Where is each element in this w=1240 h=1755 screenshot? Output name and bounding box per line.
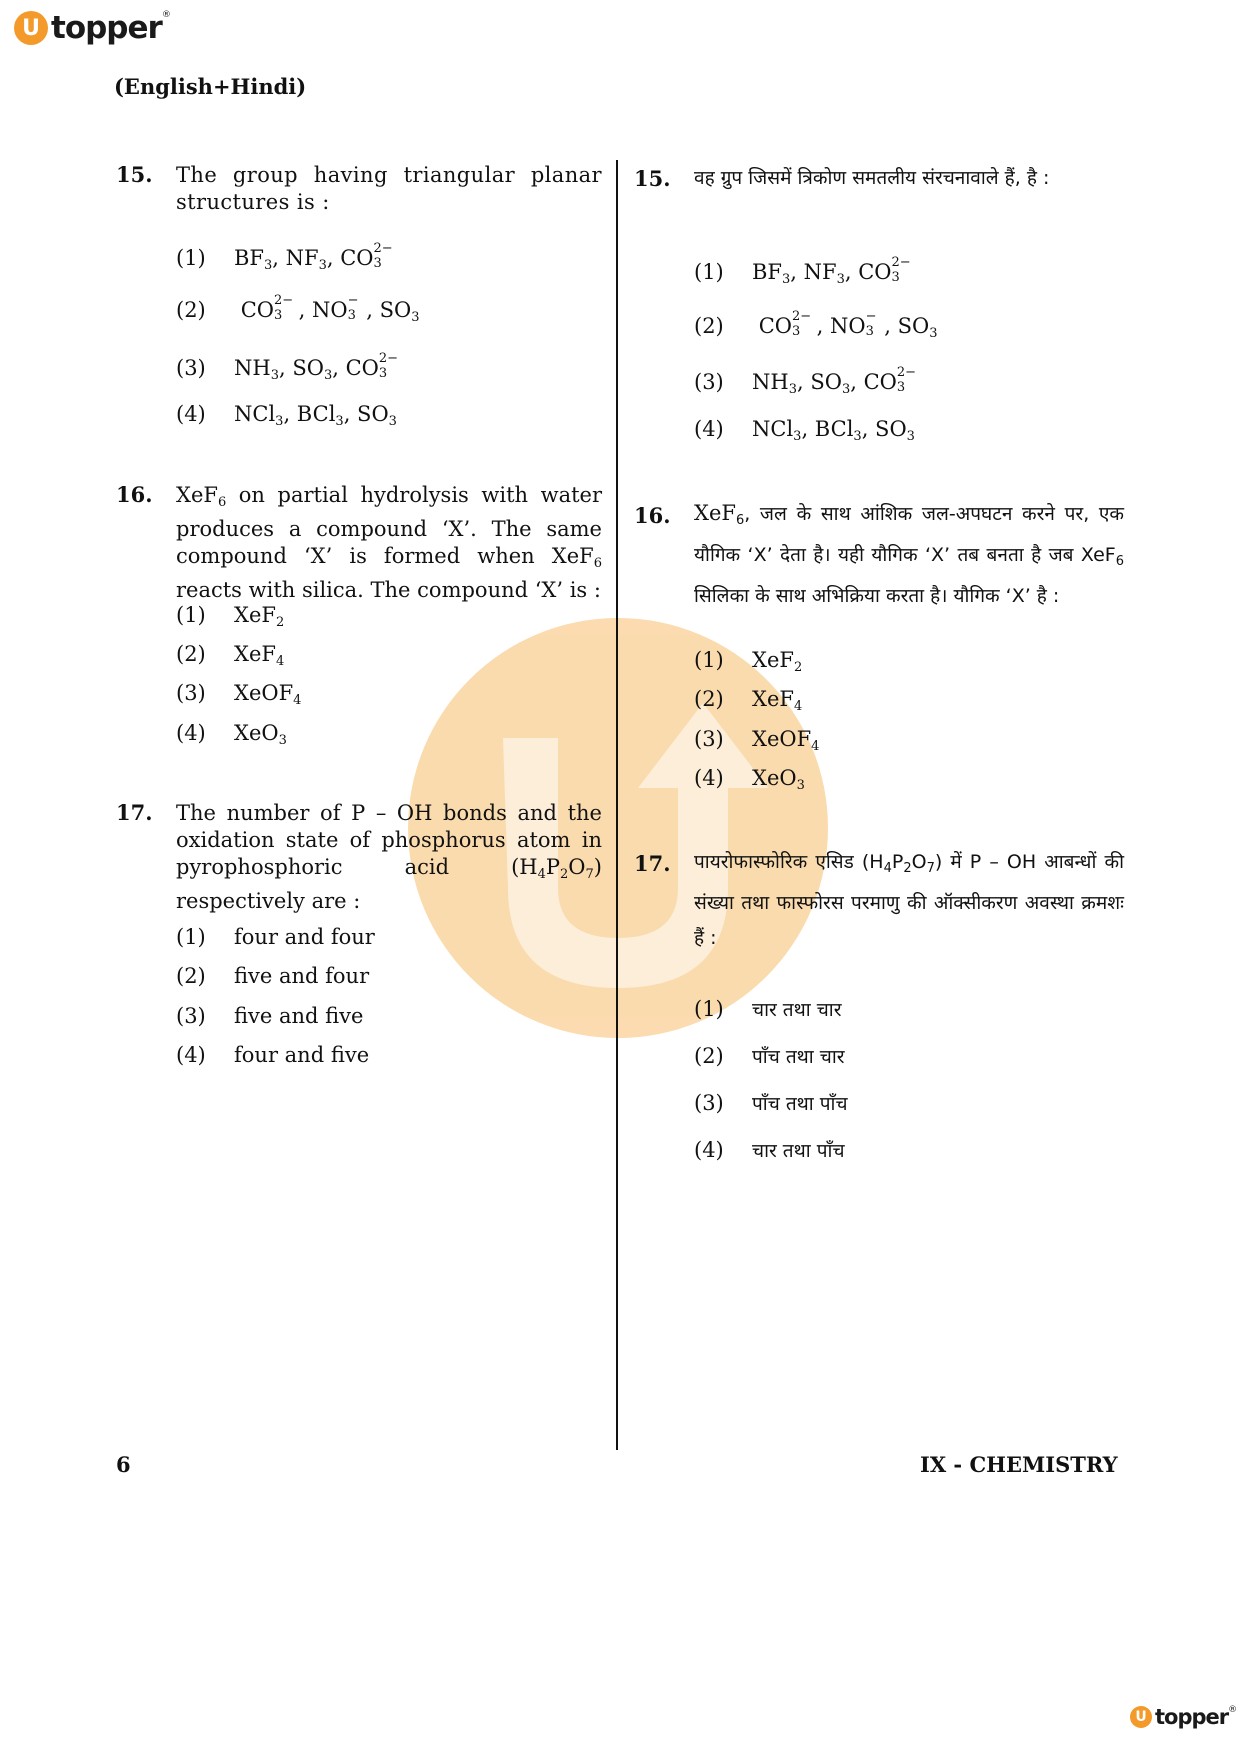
option-formula: CO 2− 3 , NO − 3 , $SO_3$ bbox=[240, 293, 420, 325]
topper-footer-logo-icon: U bbox=[1130, 1706, 1152, 1728]
column-divider bbox=[616, 160, 618, 1450]
hi-q15-option-4 bbox=[694, 417, 915, 444]
brand-name: topper bbox=[51, 10, 162, 46]
option-number: (2) bbox=[694, 687, 724, 711]
hi-q16-option-1 bbox=[694, 648, 802, 675]
option-number: (3) bbox=[694, 727, 724, 751]
hi-q15-number: 15. bbox=[634, 166, 671, 191]
edition-label: (English+Hindi) bbox=[114, 74, 307, 99]
hi-q15-option-1 bbox=[694, 255, 911, 287]
brand-reg: ® bbox=[1228, 1705, 1237, 1715]
option-formula: XeOF$_4$ bbox=[234, 681, 302, 708]
option-text: चार तथा पाँच bbox=[752, 1140, 845, 1162]
option-formula: $NH_3$, $SO_3$, CO 2− 3 bbox=[752, 365, 917, 397]
option-formula: $BF_3$, $NF_3$, CO 2− 3 bbox=[752, 255, 911, 287]
option-number: (2) bbox=[176, 298, 206, 322]
hi-q15-text: वह ग्रुप जिसमें त्रिकोण समतलीय संरचनावाले हैं, है : bbox=[694, 167, 1050, 189]
hi-q16-number: 16. bbox=[634, 503, 671, 528]
hi-q17-option-2 bbox=[694, 1044, 845, 1071]
option-number: (2) bbox=[694, 1044, 724, 1068]
option-text: चार तथा चार bbox=[752, 999, 842, 1021]
option-formula: XeO$_3$ bbox=[752, 766, 805, 793]
option-number: (1) bbox=[176, 925, 206, 949]
en-q15-option-1 bbox=[176, 241, 393, 273]
topper-footer-logo-text bbox=[1155, 1705, 1237, 1729]
option-number: (4) bbox=[176, 402, 206, 426]
hi-q17-option-3 bbox=[694, 1091, 848, 1118]
option-formula: XeOF$_4$ bbox=[752, 727, 820, 754]
option-formula: $NH_3$, $SO_3$, CO 2− 3 bbox=[234, 351, 399, 383]
hi-q16-text: XeF$_6$, जल के साथ आंशिक जल-अपघटन करने पर, एक यौगिक ‘X’ देता है। यही यौगिक ‘X’ तब बनता है जब XeF$_6$ सिलिका के साथ अभिक्रिया करता है। यौगिक ‘X’ है : bbox=[694, 501, 1124, 607]
en-q17-text: The number of P – OH bonds and the oxidation state of phosphorus atom in pyrophosphoric acid $(H_4P_2O_7)$ respectively are : bbox=[176, 801, 602, 913]
en-q15-text: The group having triangular planar structures is : bbox=[176, 163, 602, 214]
topper-logo bbox=[14, 10, 170, 46]
option-number: (4) bbox=[694, 766, 724, 790]
option-number: (3) bbox=[176, 1004, 206, 1028]
brand-reg: ® bbox=[161, 10, 170, 20]
option-number: (1) bbox=[694, 997, 724, 1021]
option-text: five and five bbox=[234, 1004, 364, 1028]
option-number: (4) bbox=[694, 1138, 724, 1162]
option-formula: NCl$_3$, BCl$_3$, $SO_3$ bbox=[752, 417, 915, 444]
hi-q15-option-3 bbox=[694, 365, 917, 397]
page-number: 6 bbox=[116, 1452, 131, 1477]
en-q15-option-3 bbox=[176, 351, 399, 383]
option-formula: XeF$_2$ bbox=[234, 603, 285, 630]
option-formula: NCl$_3$, BCl$_3$, $SO_3$ bbox=[234, 402, 397, 429]
hi-q16-option-3 bbox=[694, 727, 819, 754]
option-formula: XeF$_4$ bbox=[234, 642, 285, 669]
option-number: (2) bbox=[694, 314, 724, 338]
en-q15-option-4 bbox=[176, 402, 397, 429]
option-number: (3) bbox=[176, 681, 206, 705]
hi-q17-text: पायरोफास्फोरिक एसिड $(H_4P_2O_7)$ में P – OH आबन्धों की संख्या तथा फास्फोरस परमाणु की ऑक्सीकरण अवस्था क्रमशः हैं : bbox=[694, 851, 1124, 949]
en-q16-option-1 bbox=[176, 603, 284, 630]
option-text: पाँच तथा चार bbox=[752, 1046, 845, 1068]
option-number: (3) bbox=[176, 356, 206, 380]
hi-q17-number: 17. bbox=[634, 851, 671, 876]
en-q16-text: XeF$_6$ on partial hydrolysis with water produces a compound ‘X’. The same compound ‘X’ is formed when XeF$_6$ reacts with silica. The compound ‘X’ is : bbox=[176, 483, 602, 602]
option-formula: XeO$_3$ bbox=[234, 721, 287, 748]
en-q16-option-2 bbox=[176, 642, 284, 669]
en-q15-option-2 bbox=[176, 293, 420, 325]
option-formula: CO 2− 3 , NO − 3 , $SO_3$ bbox=[758, 309, 938, 341]
option-text: पाँच तथा पाँच bbox=[752, 1093, 848, 1115]
hi-q16-option-4 bbox=[694, 766, 805, 793]
option-number: (4) bbox=[694, 417, 724, 441]
subject-label: IX - CHEMISTRY bbox=[920, 1452, 1118, 1477]
hi-q17-option-1 bbox=[694, 997, 842, 1024]
option-formula: $BF_3$, $NF_3$, CO 2− 3 bbox=[234, 241, 393, 273]
en-q16-option-4 bbox=[176, 721, 287, 748]
en-q16-option-3 bbox=[176, 681, 301, 708]
option-number: (4) bbox=[176, 1043, 206, 1067]
option-text: four and four bbox=[234, 925, 375, 949]
hi-q15-option-2 bbox=[694, 309, 938, 341]
topper-logo-icon: U bbox=[14, 11, 48, 45]
en-q16-number: 16. bbox=[116, 482, 153, 507]
en-q15-number: 15. bbox=[116, 162, 153, 187]
en-q17-option-1 bbox=[176, 925, 375, 949]
option-number: (2) bbox=[176, 964, 206, 988]
option-formula: XeF$_4$ bbox=[752, 687, 803, 714]
option-number: (1) bbox=[694, 648, 724, 672]
option-number: (1) bbox=[176, 246, 206, 270]
option-formula: XeF$_2$ bbox=[752, 648, 803, 675]
option-text: five and four bbox=[234, 964, 370, 988]
option-number: (4) bbox=[176, 721, 206, 745]
topper-footer-logo bbox=[1130, 1705, 1237, 1729]
brand-name: topper bbox=[1155, 1705, 1229, 1729]
option-text: four and five bbox=[234, 1043, 370, 1067]
en-q17-option-4 bbox=[176, 1043, 369, 1067]
hi-q17-option-4 bbox=[694, 1138, 845, 1165]
en-q17-number: 17. bbox=[116, 800, 153, 825]
topper-logo-text bbox=[51, 10, 170, 46]
option-number: (1) bbox=[176, 603, 206, 627]
option-number: (3) bbox=[694, 370, 724, 394]
option-number: (1) bbox=[694, 260, 724, 284]
option-number: (3) bbox=[694, 1091, 724, 1115]
en-q17-option-2 bbox=[176, 964, 369, 988]
en-q17-option-3 bbox=[176, 1004, 363, 1028]
hi-q16-option-2 bbox=[694, 687, 802, 714]
option-number: (2) bbox=[176, 642, 206, 666]
